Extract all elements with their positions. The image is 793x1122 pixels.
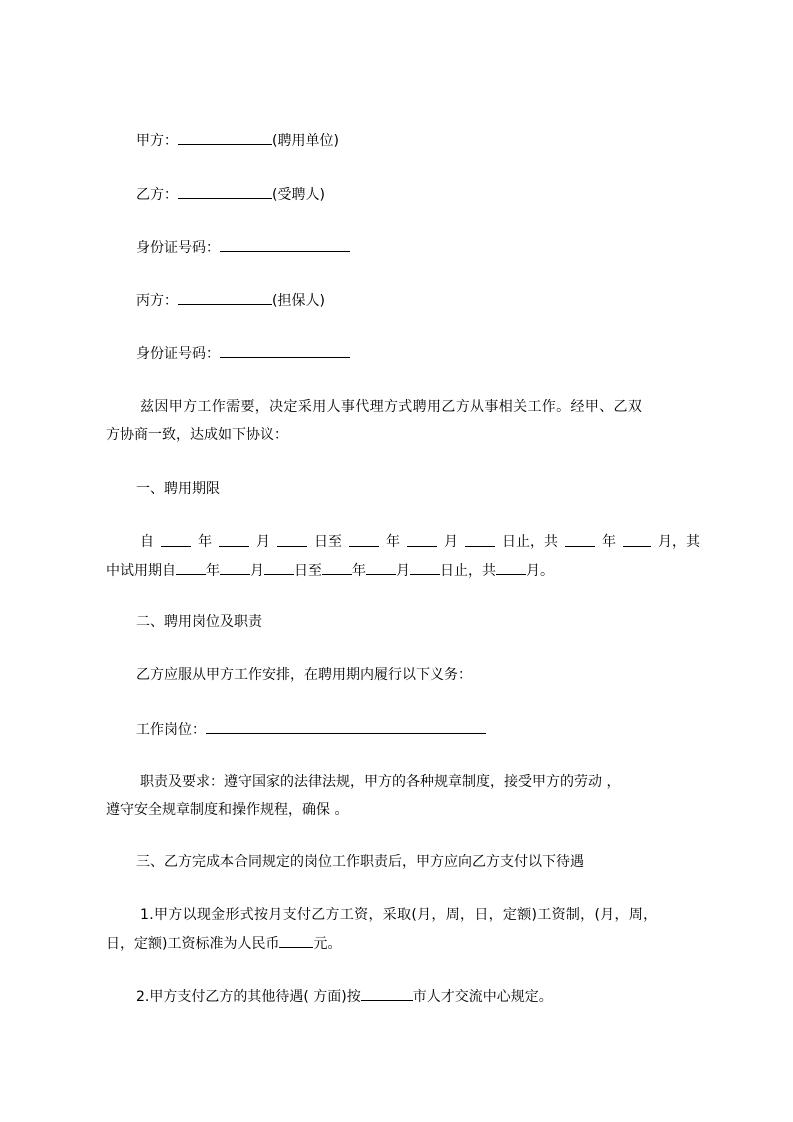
party-c-blank[interactable]: [178, 290, 272, 305]
term2-token: 日止，共: [440, 563, 496, 579]
term-line-2: [106, 560, 554, 581]
term1-blank[interactable]: [219, 532, 249, 547]
party-a-blank[interactable]: [178, 130, 272, 145]
term2-token: 月: [396, 563, 410, 579]
other-benefits-line: [136, 986, 553, 1007]
intro-line-2: [106, 425, 288, 445]
term1-token: 月，其: [658, 534, 700, 550]
party-b-id-label: 身份证号码：: [136, 240, 220, 256]
party-a-line: [136, 130, 339, 151]
term1-blank[interactable]: [407, 532, 437, 547]
term1-token: 日至: [314, 534, 342, 550]
other-text-b: 市人才交流中心规定。: [412, 989, 553, 1005]
term1-blank[interactable]: [565, 532, 595, 547]
city-blank[interactable]: [361, 986, 413, 1001]
pay-text-1: 1.甲方以现金形式按月支付乙方工资，采取(月，周，日，定额)工资制，(月，周，: [140, 907, 658, 923]
term2-token: 月。: [526, 563, 554, 579]
term2-blank[interactable]: [176, 560, 206, 575]
party-c-id-blank[interactable]: [220, 343, 350, 358]
term2-blank[interactable]: [264, 560, 294, 575]
requirement-line-1: 职责及要求：遵守国家的法律法规，甲方的各种规章制度，接受甲方的劳动 ，: [140, 774, 621, 790]
party-c-note: (担保人): [272, 293, 325, 309]
term1-token: 日止，共: [502, 534, 558, 550]
term1-token: 年: [198, 534, 212, 550]
term1-blank[interactable]: [623, 532, 651, 547]
term1-blank[interactable]: [277, 532, 307, 547]
term2-blank[interactable]: [366, 560, 396, 575]
intro-text-1: 兹因甲方工作需要，决定采用人事代理方式聘用乙方从事相关工作。经甲、乙双: [140, 399, 643, 415]
pay-line-2: [106, 933, 341, 954]
party-a-note: (聘用单位): [272, 133, 339, 149]
term2-token: 年: [206, 563, 220, 579]
term2-token: 月: [250, 563, 264, 579]
party-c-id-label: 身份证号码：: [136, 346, 220, 362]
term2-blank[interactable]: [496, 560, 526, 575]
term1-token: 自: [140, 534, 154, 550]
pay-text-2b: 元。: [313, 936, 342, 952]
salary-blank[interactable]: [279, 933, 313, 948]
term2-token: 中试用期自: [106, 563, 176, 579]
term1-blank[interactable]: [161, 532, 191, 547]
section2-title: 二、聘用岗位及职责: [136, 614, 262, 630]
term1-token: 月: [444, 534, 458, 550]
party-b-note: (受聘人): [272, 187, 325, 203]
term2-blank[interactable]: [322, 560, 352, 575]
requirement-line-2: 遵守安全规章制度和操作规程，确保 。: [106, 802, 349, 818]
intro-text-2: 方协商一致，达成如下协议：: [106, 427, 288, 443]
party-c-line: [136, 290, 325, 311]
party-b-id-blank[interactable]: [220, 237, 350, 252]
party-a-label: 甲方：: [136, 133, 178, 149]
term2-blank[interactable]: [410, 560, 440, 575]
party-b-id-line: [136, 237, 350, 258]
term1-token: 年: [602, 534, 616, 550]
post-label: 工作岗位：: [136, 722, 206, 738]
term1-blank[interactable]: [465, 532, 495, 547]
party-b-blank[interactable]: [178, 184, 272, 199]
section1-title: 一、聘用期限: [136, 481, 220, 497]
term1-token: 月: [256, 534, 270, 550]
term-line-1: [140, 532, 700, 552]
other-text-a: 2.甲方支付乙方的其他待遇( 方面)按: [136, 989, 361, 1005]
pay-text-2a: 日，定额)工资标准为人民币: [106, 936, 280, 952]
party-b-line: [136, 184, 325, 205]
party-b-label: 乙方：: [136, 187, 178, 203]
term1-blank[interactable]: [349, 532, 379, 547]
section3-title: 三、乙方完成本合同规定的岗位工作职责后，甲方应向乙方支付以下待遇: [136, 854, 584, 870]
term1-token: 年: [386, 534, 400, 550]
intro-line-1: [140, 397, 700, 417]
term2-token: 日至: [294, 563, 322, 579]
pay-line-1: [140, 905, 712, 925]
party-c-label: 丙方：: [136, 293, 178, 309]
duty-intro: 乙方应服从甲方工作安排，在聘用期内履行以下义务：: [136, 667, 472, 683]
party-c-id-line: [136, 343, 350, 364]
term2-blank[interactable]: [220, 560, 250, 575]
post-line: [136, 719, 486, 740]
post-blank[interactable]: [206, 719, 486, 734]
term2-token: 年: [352, 563, 366, 579]
